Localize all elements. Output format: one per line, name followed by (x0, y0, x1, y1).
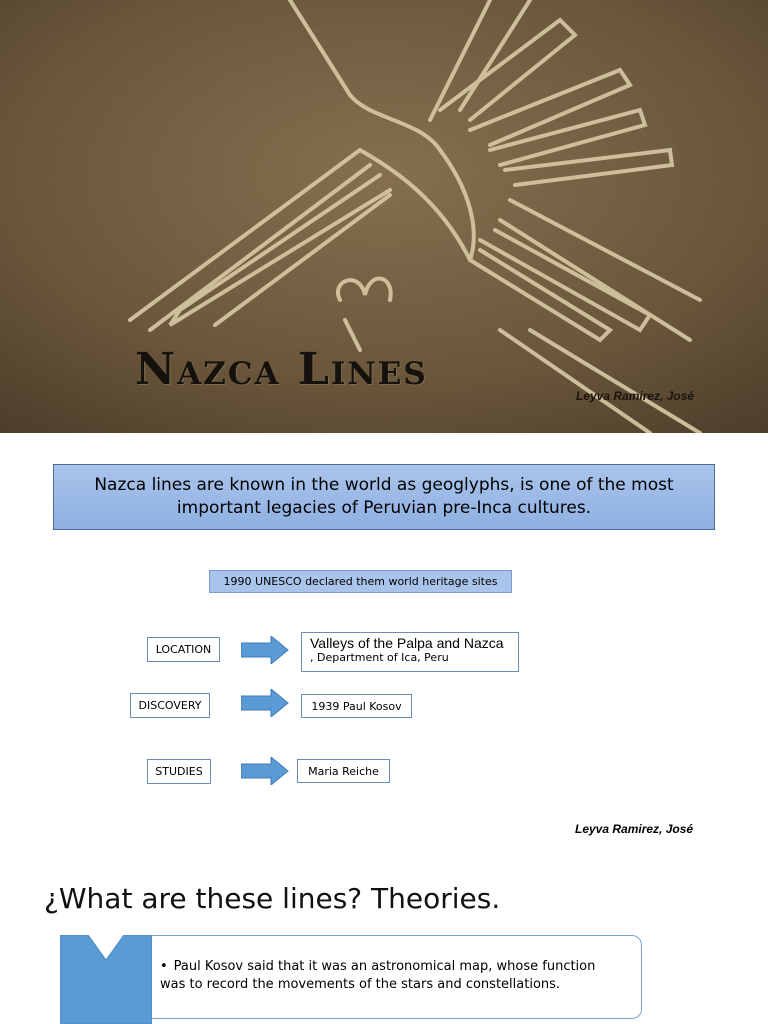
location-label-box (147, 637, 220, 662)
location-value-line1: Valleys of the Palpa and Nazca (310, 635, 504, 651)
location-label: LOCATION (155, 643, 212, 656)
slide-title: Nazca Lines (135, 344, 428, 395)
title-slide (0, 0, 768, 433)
studies-label-box (147, 759, 211, 784)
unesco-box (209, 570, 512, 593)
studies-value-box (297, 759, 390, 783)
right-arrow-icon (241, 689, 289, 717)
discovery-value-box (301, 694, 412, 718)
theories-heading: ¿What are these lines? Theories. (44, 882, 501, 915)
right-arrow-icon (241, 636, 289, 664)
unesco-text: 1990 UNESCO declared them world heritage sites (223, 575, 498, 588)
discovery-label-box (130, 693, 210, 718)
intro-text: Nazca lines are known in the world as geoglyphs, is one of the most important legacies of Peruvian pre-Inca cultures. (94, 475, 674, 518)
discovery-value: 1939 Paul Kosov (311, 699, 402, 713)
studies-label: STUDIES (155, 765, 203, 778)
location-value-box (301, 632, 519, 672)
chevron-down-icon (60, 935, 152, 1024)
author-name: Leyva Ramirez, José (575, 822, 694, 836)
theory-body: Paul Kosov said that it was an astronomical map, whose function was to record the movements of the stars and constellations. (160, 959, 596, 992)
location-value-line2: , Department of Ica, Peru (310, 651, 449, 664)
studies-value: Maria Reiche (308, 764, 379, 778)
theory-text (160, 958, 620, 993)
author-name: Leyva Ramirez, José (576, 389, 695, 403)
discovery-label: DISCOVERY (138, 699, 202, 712)
right-arrow-icon (241, 757, 289, 785)
bullet: • (160, 959, 168, 974)
intro-text-box (53, 464, 715, 530)
